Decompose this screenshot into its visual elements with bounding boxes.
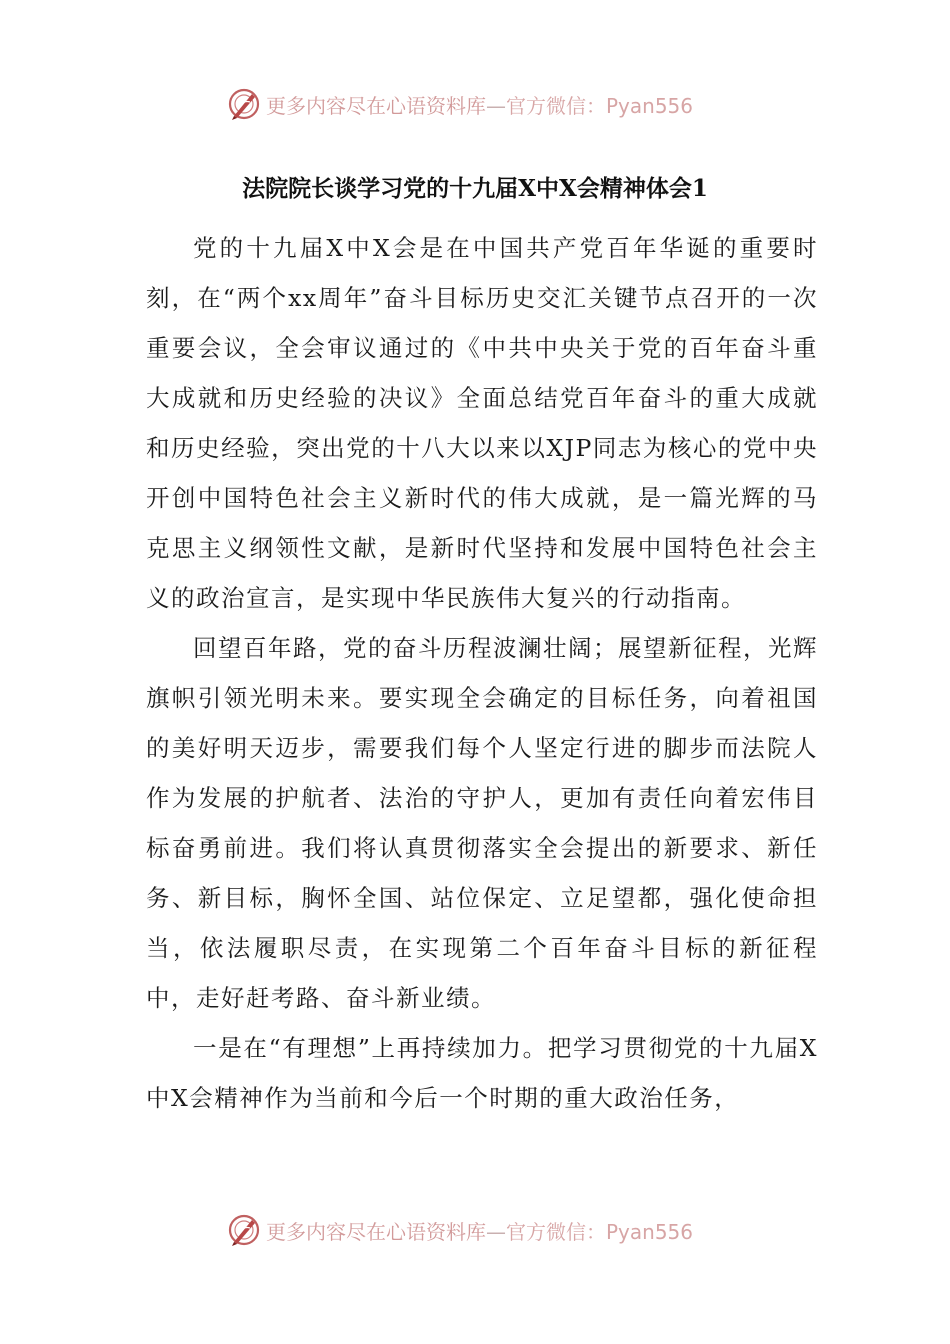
pen-circle-logo-icon <box>226 86 262 122</box>
footer-watermark <box>226 1210 693 1250</box>
watermark-text <box>266 1216 693 1245</box>
watermark-text <box>266 90 693 119</box>
watermark-wechat-label: 官方微信： <box>506 93 606 118</box>
watermark-brand: 更多内容尽在心语资料库 <box>266 1219 486 1244</box>
paragraph: 回望百年路，党的奋斗历程波澜壮阔；展望新征程，光辉旗帜引领光明未来。要实现全会确定的目标任务，向着祖国的美好明天迈步，需要我们每个人坚定行进的脚步而法院人作为发展的护航者、法治的守护人，更加有责任向着宏伟目标奋勇前进。我们将认真贯彻落实全会提出的新要求、新任务、新目标，胸怀全国、站位保定、立足望都，强化使命担当，依法履职尽责，在实现第二个百年奋斗目标的新征程中，走好赶考路、奋斗新业绩。 <box>146 634 818 1012</box>
watermark-separator: — <box>486 1219 506 1244</box>
watermark-wechat-label: 官方微信： <box>506 1219 606 1244</box>
paragraph: 一是在“有理想”上再持续加力。把学习贯彻党的十九届X中X会精神作为当前和今后一个时期的重大政治任务， <box>146 1034 818 1112</box>
header-watermark <box>226 84 693 124</box>
watermark-wechat-id: Pyan556 <box>606 1219 694 1244</box>
document-body <box>146 223 818 1123</box>
paragraph: 党的十九届X中X会是在中国共产党百年华诞的重要时刻，在“两个xx周年”奋斗目标历史交汇关键节点召开的一次重要会议，全会审议通过的《中共中央关于党的百年奋斗重大成就和历史经验的决议》全面总结党百年奋斗的重大成就和历史经验，突出党的十八大以来以XJP同志为核心的党中央开创中国特色社会主义新时代的伟大成就，是一篇光辉的马克思主义纲领性文献，是新时代坚持和发展中国特色社会主义的政治宣言，是实现中华民族伟大复兴的行动指南。 <box>146 234 818 612</box>
pen-circle-logo-icon <box>226 1212 262 1248</box>
document-title: 法院院长谈学习党的十九届X中X会精神体会1 <box>242 175 708 202</box>
watermark-wechat-id: Pyan556 <box>606 93 694 118</box>
watermark-brand: 更多内容尽在心语资料库 <box>266 93 486 118</box>
watermark-separator: — <box>486 93 506 118</box>
